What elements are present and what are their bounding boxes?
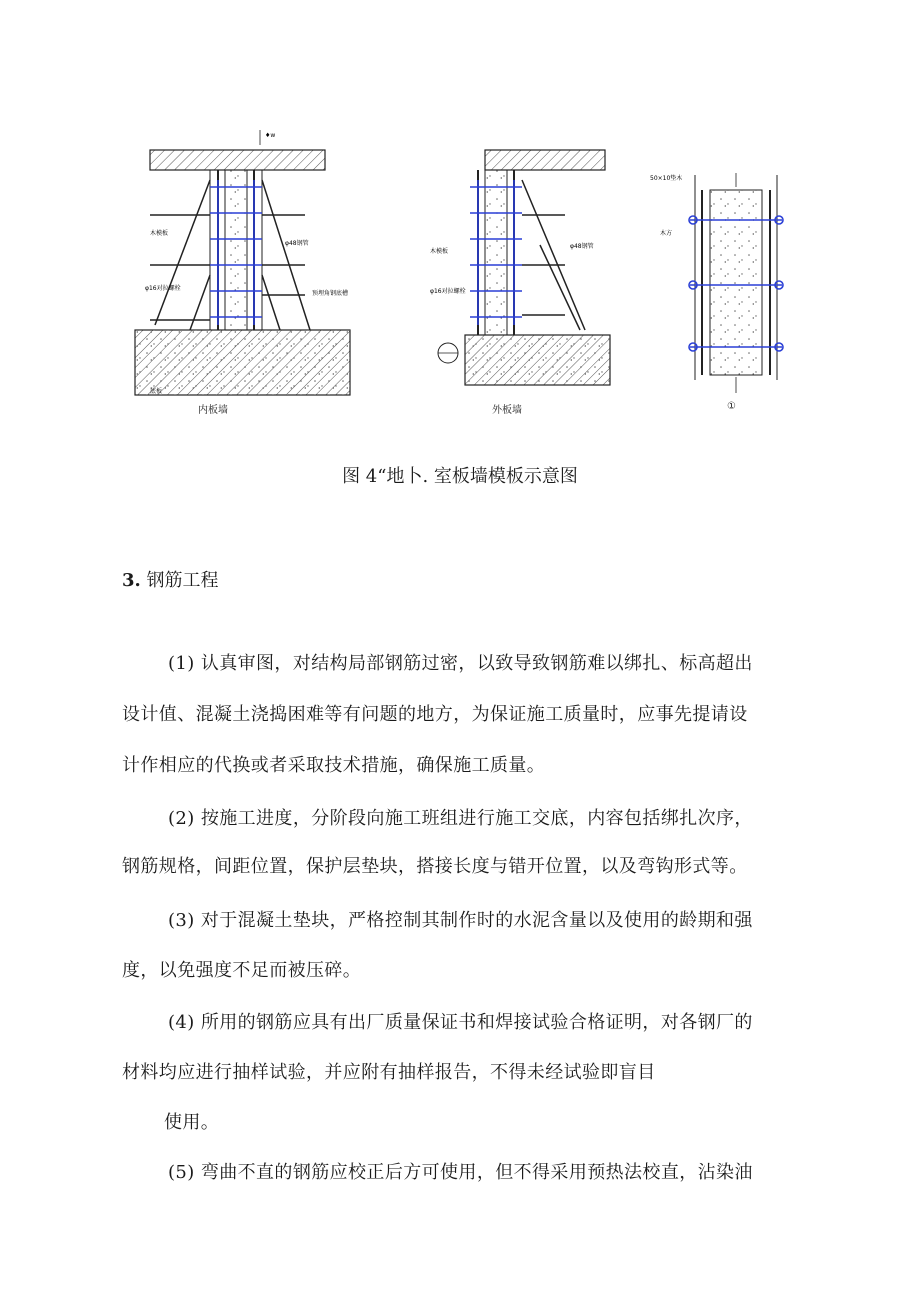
text-line: (2) 按施工进度，分阶段向施工班组进行施工交底，内容包括绑扎次序， — [168, 808, 753, 829]
bottom-plate-label: 底板 — [150, 388, 163, 395]
panel-caption-inner: 内板墙 — [198, 405, 228, 416]
panel-caption-detail: ① — [727, 401, 736, 412]
text-line: 使用。 — [164, 1112, 220, 1133]
text-line: (5) 弯曲不直的钢筋应校正后方可使用，但不得采用预热法校直，沾染油 — [168, 1162, 753, 1183]
formwork-figure — [130, 125, 830, 425]
text-line: 计作相应的代换或者采取技术措施，确保施工质量。 — [122, 755, 546, 776]
timber-label-right: 50×10垫木 — [650, 175, 683, 182]
wood-form-label-left: 木模板 — [150, 230, 169, 237]
inner-wall-diagram — [135, 130, 350, 395]
text-line: (3) 对于混凝土垫块，严格控制其制作时的水泥含量以及使用的龄期和强 — [168, 910, 753, 931]
section-title: 钢筋工程 — [140, 570, 219, 591]
text-line: 度，以免强度不足而被压碎。 — [122, 960, 362, 981]
bolt-label-left: φ16对拉螺栓 — [145, 285, 181, 292]
text-line: 设计值、混凝土浇捣困难等有问题的地方，为保证施工质量时，应事先提请设 — [122, 704, 748, 725]
figure-caption: 图 4“地卜. 室板墙模板示意图 — [342, 466, 578, 487]
angle-steel-label: 预埋角钢底槽 — [312, 290, 349, 297]
section-heading — [122, 566, 219, 592]
pipe-label-left: φ48钢管 — [285, 240, 309, 247]
bolt-label-mid: φ16对拉螺栓 — [430, 288, 466, 295]
detail-diagram — [689, 173, 783, 393]
panel-caption-outer: 外板墙 — [492, 405, 522, 416]
square-timber-label: 木方 — [660, 230, 673, 237]
text-line: 钢筋规格，间距位置，保护层垫块，搭接长度与错开位置，以及弯钩形式等。 — [122, 856, 748, 877]
formwork-drawing — [130, 125, 830, 425]
pipe-label-mid: φ48钢管 — [570, 243, 594, 250]
wood-form-label-mid: 木模板 — [430, 248, 449, 255]
outer-wall-diagram — [438, 150, 610, 385]
text-line: (1) 认真审图，对结构局部钢筋过密，以致导致钢筋难以绑扎、标高超出 — [168, 653, 753, 674]
section-number: 3. — [122, 570, 141, 591]
top-symbol-label: ♦w — [265, 132, 276, 139]
text-line: 材料均应进行抽样试验，并应附有抽样报告，不得未经试验即盲目 — [122, 1062, 656, 1083]
text-line: (4) 所用的钢筋应具有出厂质量保证书和焊接试验合格证明，对各钢厂的 — [168, 1012, 753, 1033]
